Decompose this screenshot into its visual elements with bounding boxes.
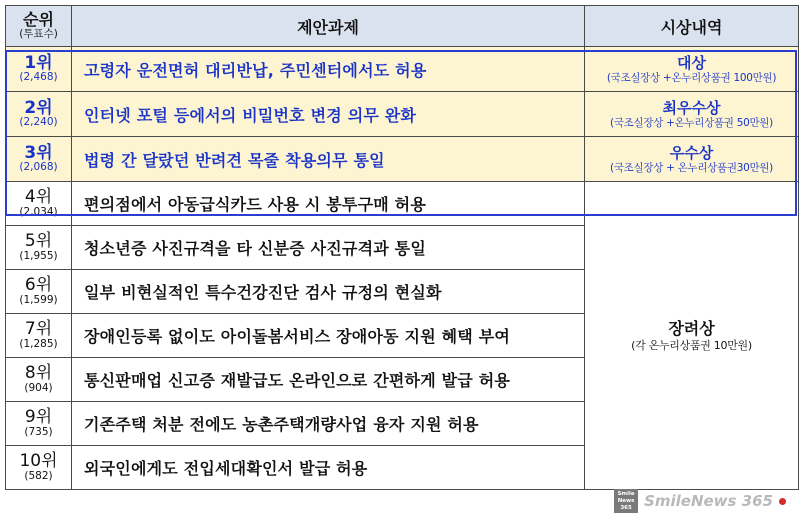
vote-count: (2,034): [19, 205, 58, 218]
task-header: 제안과제: [72, 6, 585, 47]
table-row: [6, 137, 799, 182]
award-detail: (국조실장상 +온누리상품권 100만원): [606, 71, 777, 84]
rank-cell: [6, 226, 72, 270]
encouragement-award-cell: [585, 182, 799, 490]
rank-cell: [6, 402, 72, 446]
award-cell: [585, 47, 799, 92]
rank-cell: [6, 47, 72, 92]
rank-cell: [6, 92, 72, 137]
rank-label: 5위: [24, 231, 53, 252]
task-title: 청소년증 사진규격을 타 신분증 사진규격과 통일: [72, 226, 585, 270]
award-name: 장려상: [668, 319, 715, 339]
rank-cell: [6, 182, 72, 226]
rank-header-label: 순위: [23, 10, 54, 30]
task-title: 외국인에게도 전입세대확인서 발급 허용: [72, 446, 585, 490]
rank-cell: [6, 358, 72, 402]
vote-count: (2,240): [19, 116, 58, 129]
award-name: 우수상: [669, 143, 714, 162]
vote-count: (582): [24, 469, 53, 482]
vote-count: (2,068): [19, 161, 58, 174]
rank-label: 3위: [24, 142, 53, 163]
table-row: [6, 47, 799, 92]
proposal-results-table: [5, 5, 799, 490]
task-title: 편의점에서 아동급식카드 사용 시 봉투구매 허용: [72, 182, 585, 226]
rank-cell: [6, 270, 72, 314]
rank-label: 1위: [24, 52, 53, 73]
task-title: 인터넷 포털 등에서의 비밀번호 변경 의무 완화: [72, 92, 585, 137]
header-row: [6, 6, 799, 47]
vote-count: (735): [24, 425, 53, 438]
task-title: 통신판매업 신고증 재발급도 온라인으로 간편하게 발급 허용: [72, 358, 585, 402]
rank-label: 9위: [24, 407, 53, 428]
watermark-text: SmileNews 365: [644, 492, 773, 510]
vote-count: (1,285): [19, 337, 58, 350]
rank-label: 6위: [24, 275, 53, 296]
rank-cell: [6, 137, 72, 182]
vote-count: (904): [24, 381, 53, 394]
vote-count: (1,599): [19, 293, 58, 306]
rank-label: 4위: [24, 187, 53, 208]
award-name: 최우수상: [662, 98, 721, 117]
task-title: 기존주택 처분 전에도 농촌주택개량사업 융자 지원 허용: [72, 402, 585, 446]
rank-label: 2위: [24, 97, 53, 118]
rank-cell: [6, 446, 72, 490]
award-detail: (국조실장상 + 온누리상품권30만원): [610, 161, 773, 174]
rank-label: 8위: [24, 363, 53, 384]
task-title: 장애인등록 없이도 아이돌봄서비스 장애아동 지원 혜택 부여: [72, 314, 585, 358]
vote-count: (2,468): [19, 71, 58, 84]
task-title: 고령자 운전면허 대리반납, 주민센터에서도 허용: [72, 47, 585, 92]
rank-label: 10위: [19, 451, 58, 472]
task-title: 일부 비현실적인 특수건강진단 검사 규정의 현실화: [72, 270, 585, 314]
smile-dot-icon: [779, 498, 786, 505]
smilenews-logo: Smile News 365: [614, 489, 638, 513]
vote-count: (1,955): [19, 249, 58, 262]
award-cell: [585, 92, 799, 137]
rank-header-sub: (투표수): [19, 27, 58, 40]
watermark: [614, 489, 786, 513]
rank-label: 7위: [24, 319, 53, 340]
rank-header: [6, 6, 72, 47]
task-title: 법령 간 달랐던 반려견 목줄 착용의무 통일: [72, 137, 585, 182]
table-row: [6, 92, 799, 137]
award-name: 대상: [677, 53, 706, 72]
award-detail: (국조실장상 +온누리상품권 50만원): [610, 116, 773, 129]
award-detail: (각 온누리상품권 10만원): [631, 338, 752, 352]
award-cell: [585, 137, 799, 182]
rank-cell: [6, 314, 72, 358]
award-header: 시상내역: [585, 6, 799, 47]
table-row: [6, 182, 799, 226]
